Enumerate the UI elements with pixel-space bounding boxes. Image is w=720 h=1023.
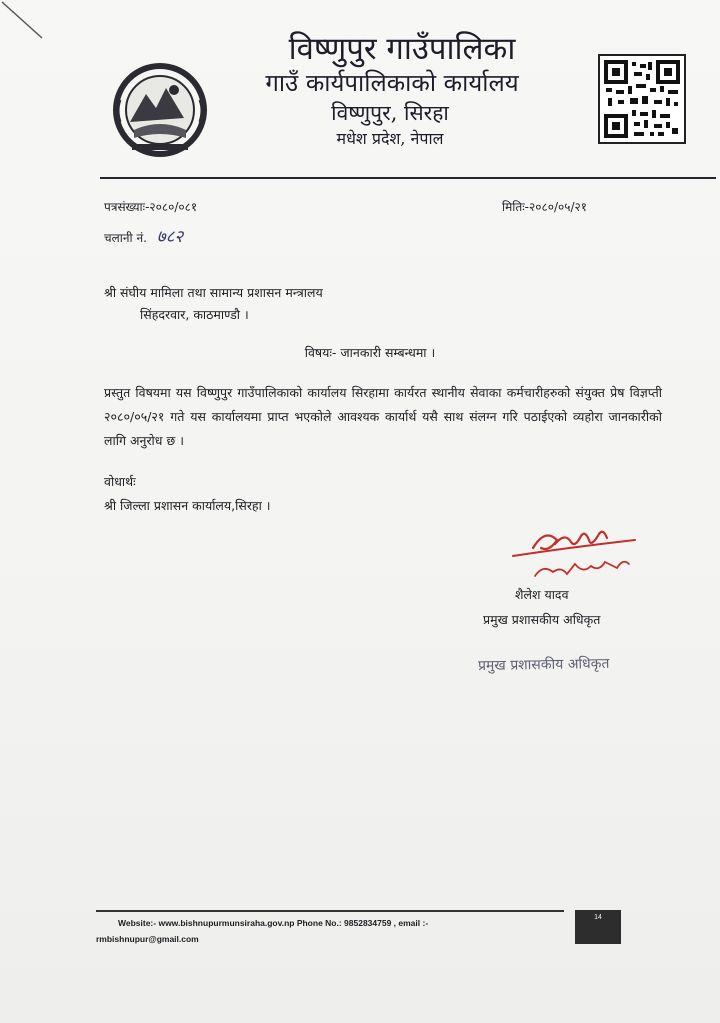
footer-line-1: Website:- www.bishnupurmunsiraha.gov.np Phone No.: 9852834759 , email :- xyxy=(118,918,429,928)
office-name: गाउँ कार्यपालिकाको कार्यालय xyxy=(265,69,519,97)
letter-number: पत्रसंख्याः-२०८०/०८१ xyxy=(104,200,198,214)
handwritten-signature-icon xyxy=(505,518,645,588)
dispatch-number xyxy=(104,224,183,247)
footer-contact xyxy=(96,915,566,947)
letter-body: प्रस्तुत विषयमा यस विष्णुपुर गाउँपालिकाको कार्यालय सिरहामा कार्यरत स्थानीय सेवाका कर्मचारीहरुको संयुक्त प्रेष विज्ञप्ती २०८०/०५/२१ गते यस कार्यालयमा प्राप्त भएकोले आवश्यक कार्यार्थ यसै साथ संलग्न गरि पठाईएको व्यहोरा जानकारीको लागि अनुरोध छ । xyxy=(104,385,662,448)
official-stamp: प्रमुख प्रशासकीय अधिकृत xyxy=(477,655,610,675)
header-divider xyxy=(100,177,716,179)
subject-line: विषयः- जानकारी सम्बन्धमा । xyxy=(304,345,436,360)
addressee-line-1: श्री संघीय मामिला तथा सामान्य प्रशासन मन्त्रालय xyxy=(104,285,323,300)
signatory-name: शैलेश यादव xyxy=(515,587,569,602)
province-name: मधेश प्रदेश, नेपाल xyxy=(336,129,444,148)
footer-divider xyxy=(96,910,564,912)
page-number: 14 xyxy=(575,910,621,944)
qr-code-icon xyxy=(598,54,686,144)
cc-recipient: श्री जिल्ला प्रशासन कार्यालय,सिरहा । xyxy=(104,498,271,513)
addressee-line-2: सिंहदरवार, काठमाण्डौ । xyxy=(140,307,249,322)
cc-label: वोधार्थः xyxy=(104,474,136,489)
municipality-emblem-icon xyxy=(112,60,208,160)
dispatch-number-label: चलानी नं. xyxy=(104,231,147,245)
letter-date: मितिः-२०८०/०५/२१ xyxy=(502,200,587,214)
office-address: विष्णुपुर, सिरहा xyxy=(331,101,449,125)
corner-fold-line xyxy=(0,0,60,40)
municipality-title: विष्णुपुर गाउँपालिका xyxy=(288,31,516,67)
signatory-title: प्रमुख प्रशासकीय अधिकृत xyxy=(483,612,601,627)
footer-line-2: rmbishnupur@gmail.com xyxy=(96,934,199,944)
dispatch-number-value: ७८२ xyxy=(156,227,184,247)
